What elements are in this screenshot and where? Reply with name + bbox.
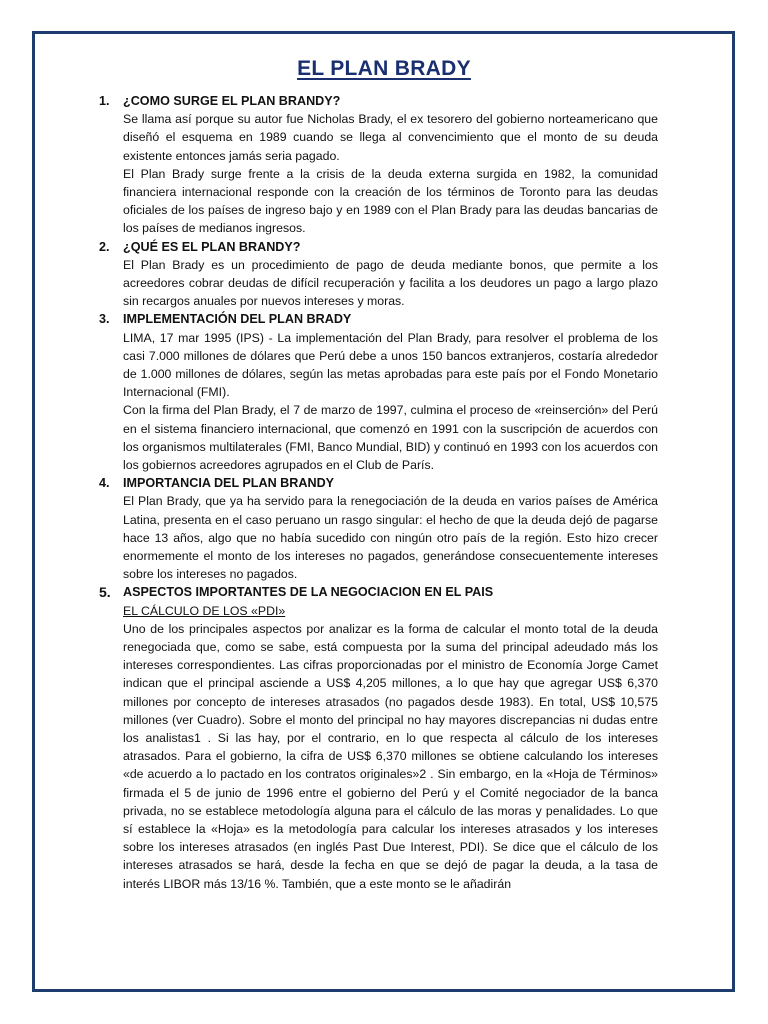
paragraph: LIMA, 17 mar 1995 (IPS) - La implementación del Plan Brady, para resolver el problema de los casi 7.000 millones de dólares que Perú debe a unos 150 bancos extranjeros, costaría alrededor de 1.000 millones de dólares, según las metas aprobadas para este país por el Fondo Monetario Internacional (FMI). [123,330,658,400]
paragraph: El Plan Brady surge frente a la crisis de la deuda externa surgida en 1982, la comunidad financiera internacional responde con la creación de los términos de Toronto para las deudas oficiales de los países de ingreso bajo y en 1989 con el Plan Brady para las deudas bancarias de los países de medianos ingresos. [123,166,658,236]
section-heading [89,310,658,328]
section-heading-text: ASPECTOS IMPORTANTES DE LA NEGOCIACION EN EL PAIS [123,585,494,600]
paragraph: Se llama así porque su autor fue Nicholas Brady, el ex tesorero del gobierno norteamericano que diseñó el esquema en 1989 cuando se llega al convencimiento que el monto de su deuda existente entonces jamás seria pagado. [123,112,658,163]
section-number: 2. [99,239,110,254]
section-4 [99,474,658,583]
section-heading-text: IMPLEMENTACIÓN DEL PLAN BRADY [123,312,352,327]
section-subheading: EL CÁLCULO DE LOS «PDI» [123,603,286,618]
section-2 [99,238,658,311]
document-title [0,57,768,81]
paragraph: El Plan Brady es un procedimiento de pago de deuda mediante bonos, que permite a los acreedores cobrar deudas de difícil recuperación y facilita a los deudores un pago a largo plazo sin recargos anuales por nuevos intereses y moras. [123,257,658,309]
section-heading [89,238,658,256]
section-heading [89,474,658,492]
paragraph: El Plan Brady, que ya ha servido para la renegociación de la deuda en varios países de América Latina, presenta en el caso peruano un rasgo singular: el hecho de que la deuda dejó de pagarse hace 13 años, algo que no había sucedido con ningún otro país de la región. Esto hizo crecer enormemente el monto de los intereses no pagados, generándose consecuentemente intereses sobre los intereses no pagados. [123,494,658,582]
section-heading [89,583,658,601]
section-heading-text: ¿QUÉ ES EL PLAN BRANDY? [123,239,301,254]
section-heading [89,92,658,110]
document-title-text: EL PLAN BRADY [297,57,471,80]
section-number: 1. [99,94,110,108]
document-body [99,92,658,893]
section-heading-text: ¿COMO SURGE EL PLAN BRANDY? [123,94,341,108]
section-5 [99,583,658,892]
section-number: 4. [99,476,110,491]
section-number: 3. [99,312,110,327]
paragraph: Uno de los principales aspectos por analizar es la forma de calcular el monto total de la deuda renegociada que, como se sabe, está compuesta por la suma del principal adeudado más los intereses correspondientes. Las cifras proporcionadas por el ministro de Economía Jorge Camet indican que el principal asciende a US$ 4,205 millones, a lo que hay que agregar US$ 6,370 millones por concepto de intereses atrasados (no pagados desde 1983). En total, US$ 10,575 millones (ver Cuadro). Sobre el monto del principal no hay mayores discrepancias ni dudas entre los analistas1 . Si las hay, por el contrario, en lo que respecta al cálculo de los intereses atrasados. Para el gobierno, la cifra de US$ 6,370 millones se obtiene calculando los intereses «de acuerdo a lo pactado en los contratos originales»2 . Sin embargo, en la «Hoja de Términos» firmada el 5 de junio de 1996 entre el gobierno del Perú y el Comité negociador de la banca privada, no se establece metodología alguna para el cálculo de las moras y penalidades. Lo que sí establece la «Hoja» es la metodología para calcular los intereses atrasados y los intereses sobre los intereses atrasados (en inglés Past Due Interest, PDI). Se dice que el cálculo de los intereses atrasados se hará, desde la fecha en que se dejó de pagar la deuda, a la tasa de interés LIBOR más 13/16 %. También, que a este monto se le añadirán [123,621,658,891]
section-number: 5. [99,584,111,601]
section-heading-text: IMPORTANCIA DEL PLAN BRANDY [123,476,335,491]
paragraph: Con la firma del Plan Brady, el 7 de marzo de 1997, culmina el proceso de «reinserción» del Perú en el sistema financiero internacional, que comenzó en 1991 con la suscripción de acuerdos con los organismos multilaterales (FMI, Banco Mundial, BID) y continuó en 1993 con los acuerdos con los gobiernos acreedores agrupados en el Club de París. [123,403,658,473]
section-1 [99,92,658,238]
section-3 [99,310,658,474]
